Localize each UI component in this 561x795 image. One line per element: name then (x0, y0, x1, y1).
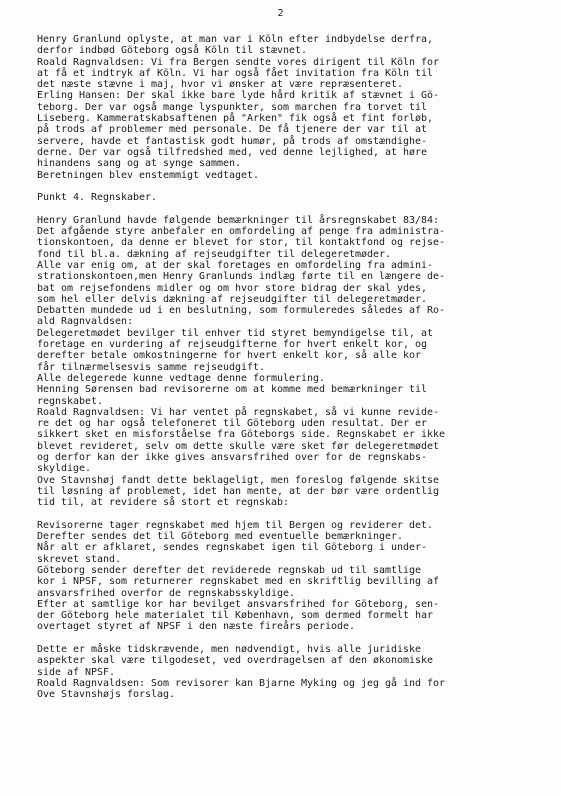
text-line: hinandens sang og at synge sammen. (37, 158, 242, 170)
text-line: side af NPSF. (37, 666, 116, 678)
text-line: Beretningen blev enstemmigt vedtaget. (37, 169, 260, 181)
text-line: ansvarsfrihed overfor de regnskabsskyldige. (37, 587, 296, 599)
text-line: og derfor kan der ikke gives ansvarsfrihed over for de regnskabs- (37, 451, 428, 463)
text-line: teborg. Der var også mange lyspunkter, som marchen fra torvet til (37, 101, 428, 113)
text-line: Alle var enig om, at der skal foretages en omfordeling fra admini- (37, 259, 434, 271)
paragraph-gap (37, 508, 537, 519)
text-line: Erling Hansen: Der skal ikke bare lyde hård kritik af stævnet i Gö- (37, 90, 440, 102)
text-line: Dette er måske tidskrævende, men nødvendigt, hvis alle juridiske (37, 644, 422, 656)
text-line: på trods af problemer med personale. De få tjenere der var til at (37, 124, 428, 136)
text-line: regnskabet. (37, 395, 104, 407)
text-line: der Göteborg hele materialet til København, som dermed formelt har (37, 610, 434, 622)
text-line: Delegeretmødet bevilger til enhver tid styret bemyndigelse til, at (37, 327, 434, 339)
text-line: tionskontoen, da denne er blevet for stor, til kontaktfond og rejse- (37, 237, 446, 249)
text-line: Efter at samtlige kor har bevilget ansvarsfrihed for Göteborg, sen- (37, 598, 440, 610)
text-line: kor i NPSF, som returnerer regnskabet med en skriftlig bevilling af (37, 576, 440, 588)
text-line: at få et indtryk af Köln. Vi har også fået invitation fra Köln til (37, 67, 434, 79)
text-line: skrevet stand. (37, 553, 122, 565)
text-line: Henry Granlund oplyste, at man var i Köln efter indbydelse derfra, (37, 34, 434, 45)
text-line: blevet revideret, selv om dette skulle være sket før delegeretmødet (37, 440, 440, 452)
paragraph (37, 215, 537, 509)
document-body (37, 34, 537, 701)
text-line: Derefter sendes det til Göteborg med eventuelle bemærkninger. (37, 531, 404, 543)
text-line: Det afgående styre anbefaler en omfordeling af penge fra administra- (37, 226, 446, 238)
paragraph-gap (37, 181, 537, 192)
paragraph (37, 192, 537, 203)
text-line: Liseberg. Kammeratskabsaftenen på "Arken" fik også et fint forløb, (37, 113, 434, 125)
text-line: servere, havde et fantastisk godt humør, på trods af omstændighe- (37, 135, 428, 147)
text-line: Ove Stavnshøj fandt dette beklageligt, men foreslog følgende skitse (37, 474, 440, 486)
text-line: Debatten mundede ud i en beslutning, som formuleredes således af Ro- (37, 305, 446, 317)
text-line: derne. Der var også tilfredshed med, ved denne lejlighed, at høre (37, 146, 428, 158)
text-line: Roald Ragnvaldsen: Som revisorer kan Bjarne Myking og jeg gå ind for (37, 677, 446, 689)
text-line: Henning Sørensen bad revisorerne om at komme med bemærkninger til (37, 384, 428, 396)
paragraph-gap (37, 633, 537, 644)
text-line: aspekter skal være tilgodeset, ved overdragelsen af den økonomiske (37, 655, 434, 667)
paragraph (37, 520, 537, 633)
text-line: re det og har også telefoneret til Göteborg uden resultat. Der er (37, 418, 428, 430)
text-line: bat om rejsefondens midler og om hvor store bidrag der skal ydes, (37, 282, 428, 294)
text-line: Punkt 4. Regnskaber. (37, 192, 158, 204)
text-line: skyldige. (37, 463, 92, 475)
text-line: ald Ragnvaldsen: (37, 316, 134, 328)
text-line: Alle delegerede kunne vedtage denne formulering. (37, 372, 326, 384)
text-line: Göteborg sender derefter det reviderede regnskab ud til samtlige (37, 564, 422, 576)
text-line: Henry Granlund havde følgende bemærkninger til årsregnskabet 83/84: (37, 214, 440, 226)
page-number: 2 (277, 8, 284, 19)
text-line: som hel eller delvis dækning af rejseudgifter til delegeretmøder. (37, 293, 428, 305)
text-line: foretage en vurdering af rejseudgifterne for hvert enkelt kor, og (37, 339, 428, 351)
text-line: Revisorerne tager regnskabet med hjem til Bergen og reviderer det. (37, 519, 434, 531)
paragraph (37, 644, 537, 700)
paragraph-gap (37, 203, 537, 214)
text-line: strationskontoen,men Henry Granlunds indlæg førte til en længere de- (37, 271, 446, 283)
text-line: derfor indbød Göteborg også Köln til stævnet. (37, 45, 308, 57)
text-line: sikkert sket en misforståelse fra Göteborgs side. Regnskabet er ikke (37, 429, 446, 441)
text-line: fond til bl.a. dækning af rejseudgifter til delegeretmøder. (37, 248, 392, 260)
text-line: Roald Ragnvaldsen: Vi fra Bergen sendte vores dirigent til Köln for (37, 56, 440, 68)
text-line: overtaget styret af NPSF i den næste fireårs periode. (37, 621, 356, 633)
text-line: til løsning af problemet, idet han mente, at der bør være ordentlig (37, 485, 440, 497)
text-line: får tilnærmelsesvis samme rejseudgift. (37, 361, 266, 373)
text-line: Ove Stavnshøjs forslag. (37, 689, 176, 701)
paragraph (37, 34, 537, 181)
text-line: det næste stævne i maj, hvor vi ønsker at være repræsenteret. (37, 79, 404, 91)
text-line: tid til, at revidere så stort et regnskab: (37, 497, 290, 509)
text-line: Roald Ragnvaldsen: Vi har ventet på regnskabet, så vi kunne revide- (37, 406, 440, 418)
text-line: Når alt er afklaret, sendes regnskabet igen til Göteborg i under- (37, 542, 428, 554)
text-line: derefter betale omkostningerne for hvert enkelt kor, så alle kor (37, 350, 422, 362)
